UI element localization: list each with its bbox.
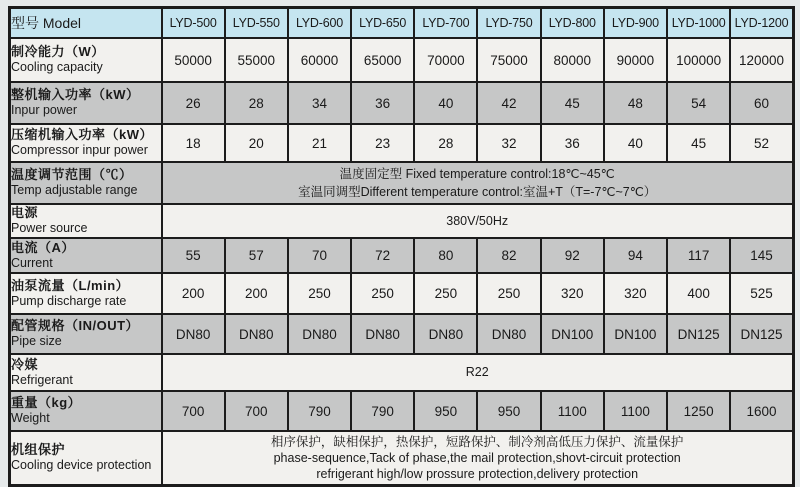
row-compressor-power [10, 124, 794, 162]
model-header-lyd500: LYD-500 [162, 8, 225, 39]
row-current [10, 238, 794, 273]
pipe-size-value: DN80 [288, 314, 351, 354]
compressor-power-value: 28 [414, 124, 477, 162]
current-value: 72 [351, 238, 414, 273]
compressor-power-value: 45 [667, 124, 730, 162]
power-source-value: 380V/50Hz [162, 204, 794, 238]
compressor-power-value: 21 [288, 124, 351, 162]
pump-rate-value: 525 [730, 273, 793, 314]
current-value: 82 [477, 238, 540, 273]
label-en: Cooling capacity [11, 60, 103, 75]
compressor-power-value: 32 [477, 124, 540, 162]
label-en: Weight [11, 411, 50, 426]
input-power-value: 34 [288, 82, 351, 124]
label-cn: 油泵流量（L/min） [11, 277, 130, 293]
protection-line2: phase-sequence,Tack of phase,the mail protection,shovt-circuit protection [273, 450, 681, 465]
label-en: Current [11, 255, 53, 270]
pipe-size-value: DN80 [162, 314, 225, 354]
pump-rate-value: 250 [477, 273, 540, 314]
cooling-value: 100000 [667, 38, 730, 82]
input-power-value: 42 [477, 82, 540, 124]
label-en: Compressor inpur power [11, 143, 148, 158]
row-power-source [10, 204, 794, 238]
current-label [10, 238, 162, 273]
current-value: 80 [414, 238, 477, 273]
header-row [10, 8, 794, 39]
cooling-capacity-label [10, 38, 162, 82]
pump-rate-value: 200 [162, 273, 225, 314]
compressor-power-value: 18 [162, 124, 225, 162]
row-pipe-size [10, 314, 794, 354]
model-header-lyd750: LYD-750 [477, 8, 540, 39]
compressor-power-value: 23 [351, 124, 414, 162]
label-cn: 重量（kg） [11, 395, 82, 411]
input-power-value: 40 [414, 82, 477, 124]
cooling-value: 120000 [730, 38, 793, 82]
compressor-power-value: 52 [730, 124, 793, 162]
compressor-power-value: 40 [604, 124, 667, 162]
temp-range-label [10, 162, 162, 204]
label-en: Cooling device protection [11, 458, 152, 473]
row-protection [10, 431, 794, 486]
pump-rate-value: 400 [667, 273, 730, 314]
label-cn: 温度调节范围（℃） [11, 167, 133, 183]
pipe-size-value: DN80 [414, 314, 477, 354]
row-temp-range [10, 162, 794, 204]
refrigerant-value: R22 [162, 354, 794, 391]
pump-rate-value: 320 [604, 273, 667, 314]
cooling-value: 60000 [288, 38, 351, 82]
model-column-header: 型号 Model [10, 8, 162, 39]
cooling-value: 90000 [604, 38, 667, 82]
pump-rate-value: 250 [351, 273, 414, 314]
pump-rate-value: 200 [225, 273, 288, 314]
weight-value: 700 [225, 391, 288, 431]
model-header-lyd700: LYD-700 [414, 8, 477, 39]
input-power-value: 26 [162, 82, 225, 124]
pump-rate-value: 250 [288, 273, 351, 314]
pipe-size-value: DN80 [477, 314, 540, 354]
label-en: Power source [11, 221, 88, 236]
label-cn: 整机输入功率（kW） [11, 87, 140, 103]
temp-range-value [162, 162, 794, 204]
weight-value: 950 [477, 391, 540, 431]
row-weight [10, 391, 794, 431]
label-en: Refrigerant [11, 372, 73, 387]
weight-value: 700 [162, 391, 225, 431]
refrigerant-label [10, 354, 162, 391]
temp-range-line2: 室温同调型Different temperature control:室温+T（T=-7℃~7℃） [298, 185, 657, 199]
model-header-lyd650: LYD-650 [351, 8, 414, 39]
protection-label [10, 431, 162, 486]
label-cn: 机组保护 [11, 442, 66, 458]
pump-rate-value: 320 [541, 273, 604, 314]
model-header-lyd900: LYD-900 [604, 8, 667, 39]
label-en: Pump discharge rate [11, 293, 127, 308]
input-power-value: 28 [225, 82, 288, 124]
input-power-label [10, 82, 162, 124]
cooling-value: 70000 [414, 38, 477, 82]
label-cn: 配管规格（IN/OUT） [11, 318, 140, 334]
current-value: 117 [667, 238, 730, 273]
model-header-lyd600: LYD-600 [288, 8, 351, 39]
cooling-value: 65000 [351, 38, 414, 82]
row-pump-rate [10, 273, 794, 314]
current-value: 92 [541, 238, 604, 273]
model-header-lyd550: LYD-550 [225, 8, 288, 39]
model-header-lyd1000: LYD-1000 [667, 8, 730, 39]
model-header-lyd800: LYD-800 [541, 8, 604, 39]
model-header-lyd1200: LYD-1200 [730, 8, 793, 39]
row-input-power [10, 82, 794, 124]
pipe-size-value: DN125 [730, 314, 793, 354]
label-en: Temp adjustable range [11, 183, 138, 198]
current-value: 145 [730, 238, 793, 273]
weight-value: 1100 [541, 391, 604, 431]
weight-value: 1250 [667, 391, 730, 431]
temp-range-line1: 温度固定型 Fixed temperature control:18℃~45℃ [339, 166, 615, 181]
row-refrigerant [10, 354, 794, 391]
current-value: 55 [162, 238, 225, 273]
label-en: Inpur power [11, 103, 78, 118]
current-value: 94 [604, 238, 667, 273]
weight-value: 1100 [604, 391, 667, 431]
protection-line3: refrigerant high/low prossure protection,delivery protection [316, 467, 639, 482]
input-power-value: 54 [667, 82, 730, 124]
weight-value: 1600 [730, 391, 793, 431]
compressor-power-label [10, 124, 162, 162]
pump-rate-value: 250 [414, 273, 477, 314]
pipe-size-value: DN80 [351, 314, 414, 354]
pipe-size-value: DN80 [225, 314, 288, 354]
weight-value: 950 [414, 391, 477, 431]
pipe-size-value: DN125 [667, 314, 730, 354]
label-cn: 电源 [11, 205, 39, 221]
weight-value: 790 [351, 391, 414, 431]
input-power-value: 36 [351, 82, 414, 124]
pipe-size-value: DN100 [541, 314, 604, 354]
label-cn: 冷媒 [11, 356, 39, 372]
label-cn: 压缩机输入功率（kW） [11, 127, 154, 143]
compressor-power-value: 20 [225, 124, 288, 162]
pipe-size-label [10, 314, 162, 354]
pipe-size-value: DN100 [604, 314, 667, 354]
power-source-label [10, 204, 162, 238]
cooling-value: 55000 [225, 38, 288, 82]
protection-value [162, 431, 794, 486]
spec-table [8, 6, 795, 487]
input-power-value: 45 [541, 82, 604, 124]
weight-value: 790 [288, 391, 351, 431]
label-en: Pipe size [11, 334, 62, 349]
cooling-value: 50000 [162, 38, 225, 82]
input-power-value: 60 [730, 82, 793, 124]
input-power-value: 48 [604, 82, 667, 124]
cooling-value: 75000 [477, 38, 540, 82]
cooling-value: 80000 [541, 38, 604, 82]
label-cn: 制冷能力（W） [11, 44, 105, 60]
row-cooling-capacity [10, 38, 794, 82]
compressor-power-value: 36 [541, 124, 604, 162]
protection-line1: 相序保护，缺相保护，热保护，短路保护、制冷剂高低压力保护、流量保护 [270, 434, 684, 449]
current-value: 70 [288, 238, 351, 273]
current-value: 57 [225, 238, 288, 273]
weight-label [10, 391, 162, 431]
label-cn: 电流（A） [11, 239, 75, 255]
pump-rate-label [10, 273, 162, 314]
